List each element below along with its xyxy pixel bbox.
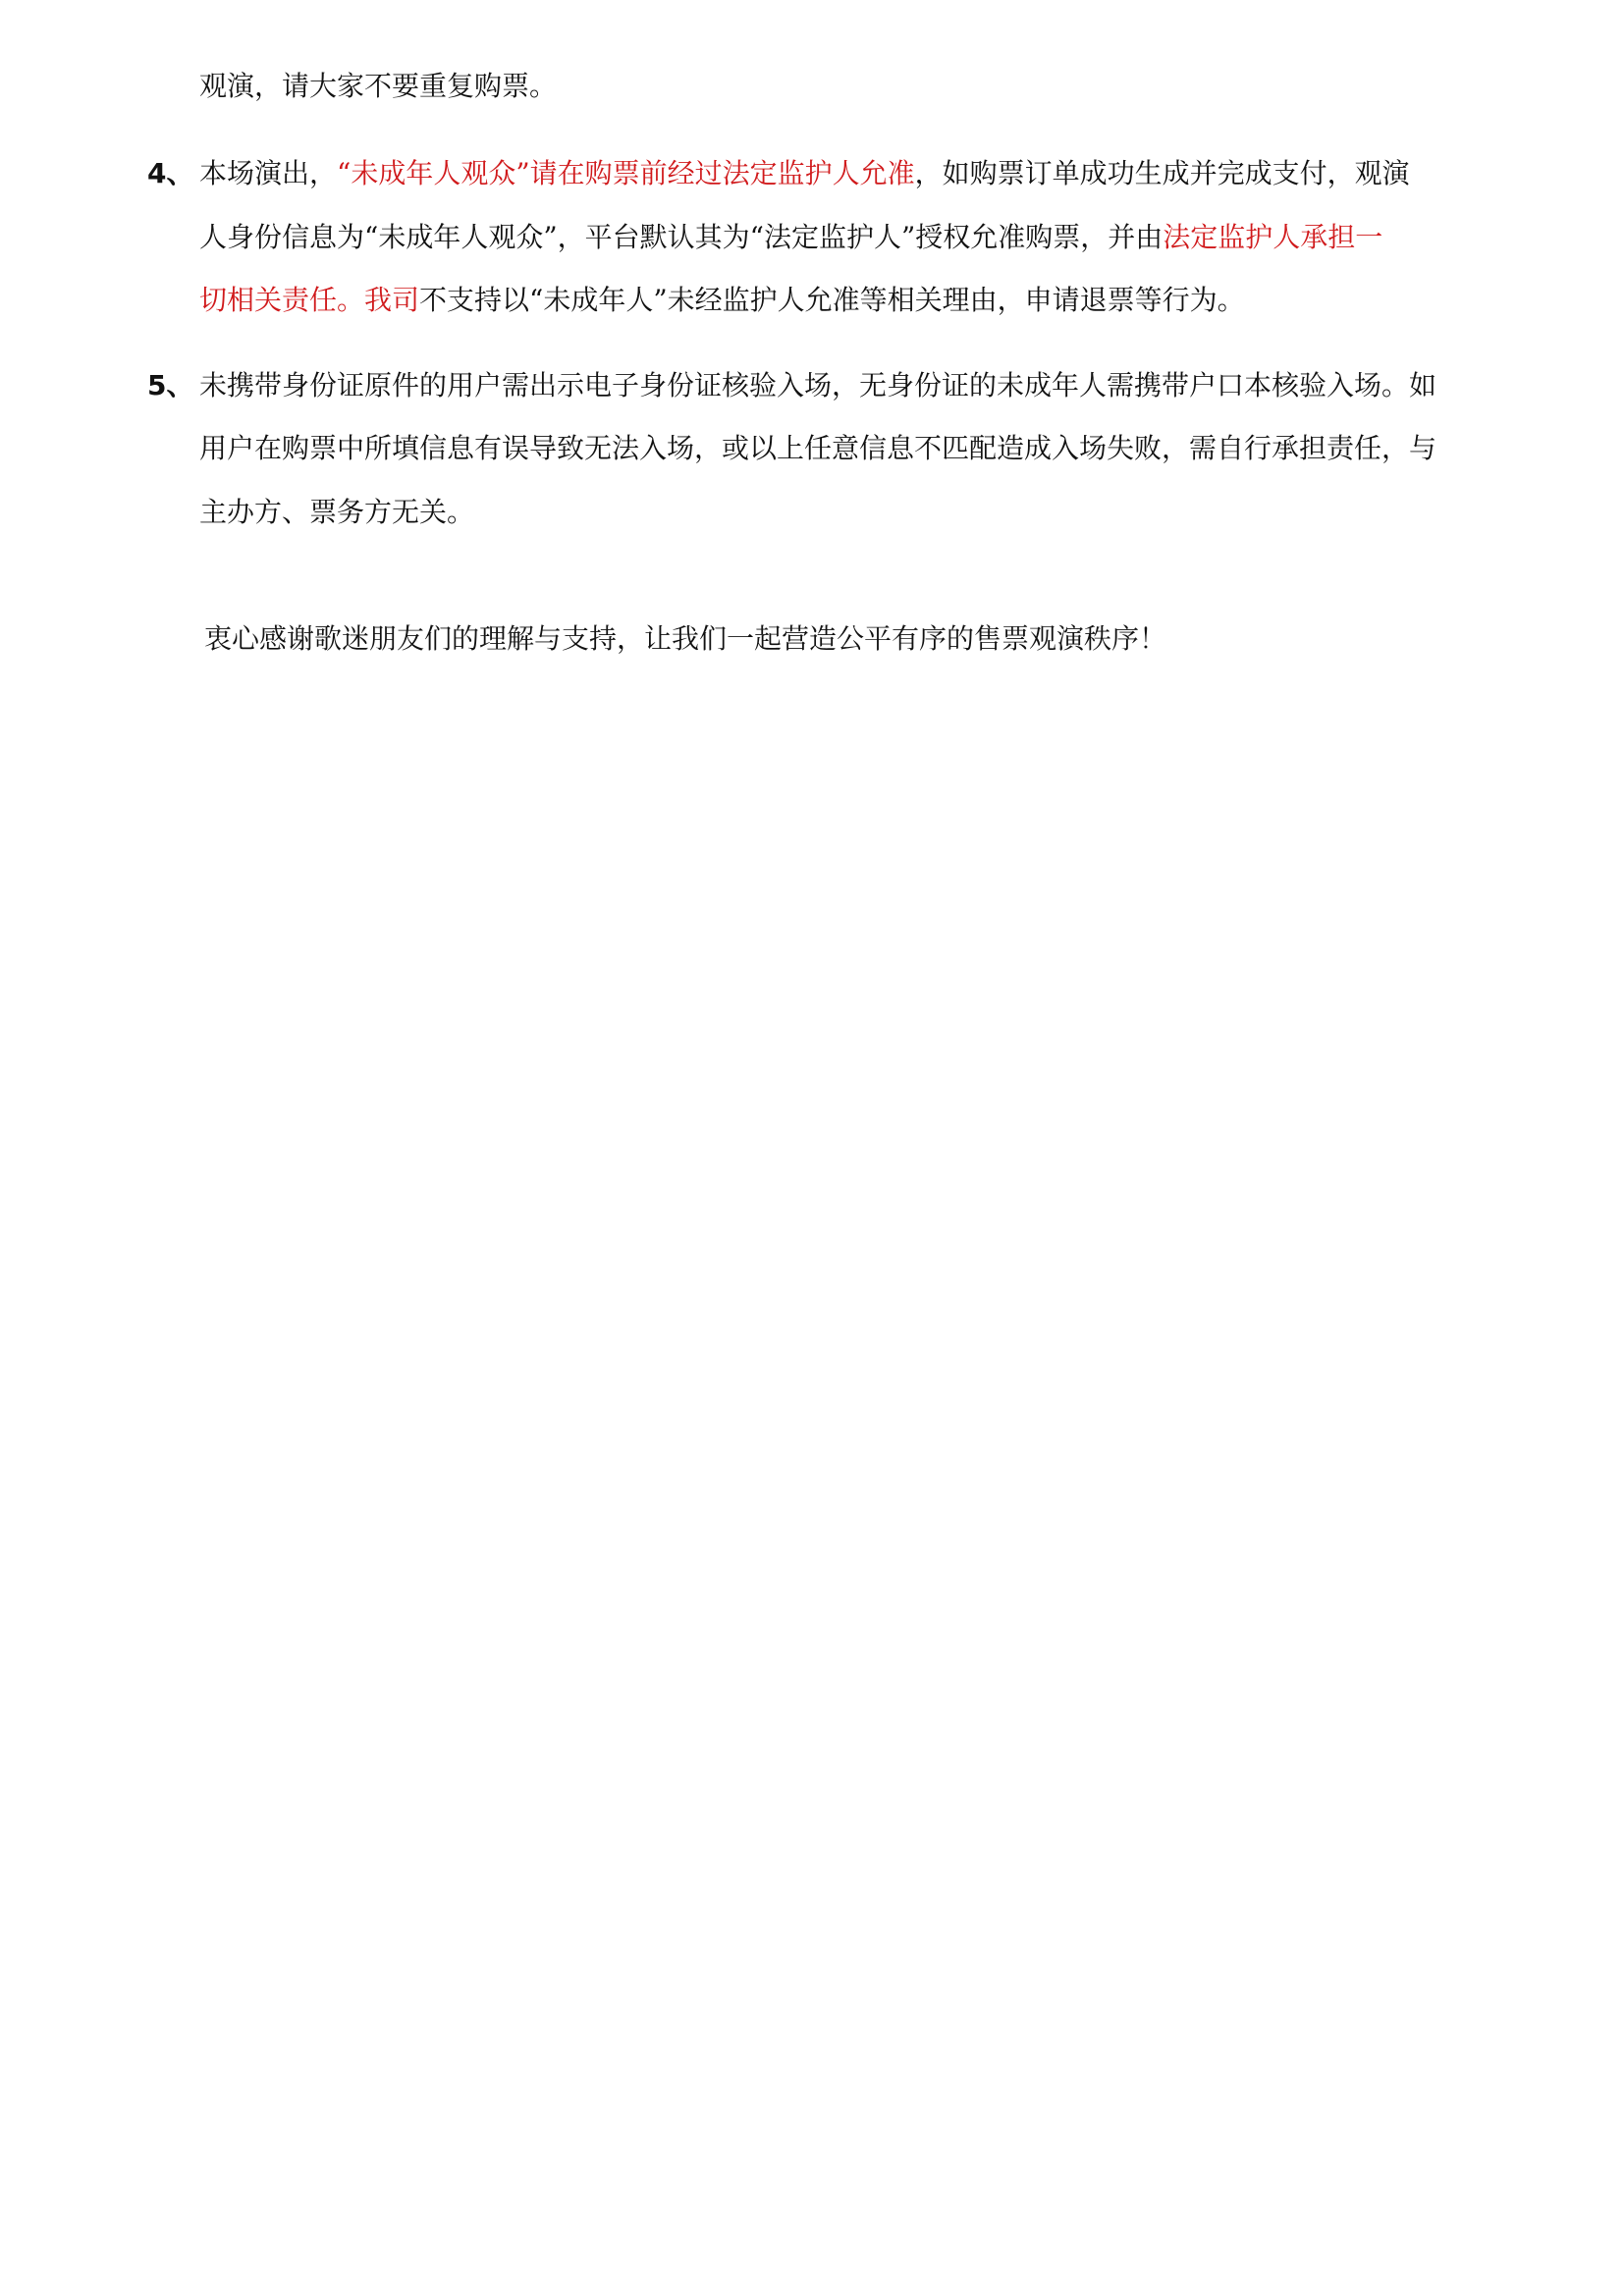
item-4-line-2-seg-2: 法定监护人承担一 — [1163, 221, 1383, 253]
item-4-line-3 — [199, 281, 1245, 320]
item-5-line-3-seg-1: 主办方、票务方无关。 — [199, 496, 475, 528]
item-4-number: 4、 — [147, 157, 194, 189]
item-5-line-2-seg-1: 用户在购票中所填信息有误导致无法入场，或以上任意信息不匹配造成入场失败，需自行承担责任，与 — [199, 432, 1437, 464]
item-4-line-3-seg-2: 不支持以“未成年人”未经监护人允准等相关理由，申请退票等行为。 — [419, 284, 1245, 316]
item-5-line-1 — [199, 366, 1436, 405]
item-4-line-1-seg-1: 本场演出， — [199, 157, 338, 189]
item-4-line-2 — [199, 218, 1382, 257]
intro-continuation: 观演，请大家不要重复购票。 — [199, 70, 558, 102]
item-5-line-3 — [199, 493, 474, 532]
item-4-line-1-seg-2: “未成年人观众”请在购票前经过法定监护人允准 — [337, 157, 915, 189]
closing-statement: 衷心感谢歌迷朋友们的理解与支持，让我们一起营造公平有序的售票观演秩序！ — [204, 622, 1167, 655]
item-4-line-2-seg-1: 人身份信息为“未成年人观众”，平台默认其为“法定监护人”授权允准购票，并由 — [199, 221, 1164, 253]
item-5-line-1-seg-1: 未携带身份证原件的用户需出示电子身份证核验入场，无身份证的未成年人需携带户口本核验入场。如 — [199, 369, 1437, 401]
item-5-line-2 — [199, 429, 1436, 468]
item-4-line-1 — [199, 154, 1410, 193]
item-4-line-3-seg-1: 切相关责任。我司 — [199, 284, 420, 316]
item-5-number: 5、 — [147, 369, 194, 401]
item-4-line-1-seg-3: ，如购票订单成功生成并完成支付，观演 — [914, 157, 1410, 189]
